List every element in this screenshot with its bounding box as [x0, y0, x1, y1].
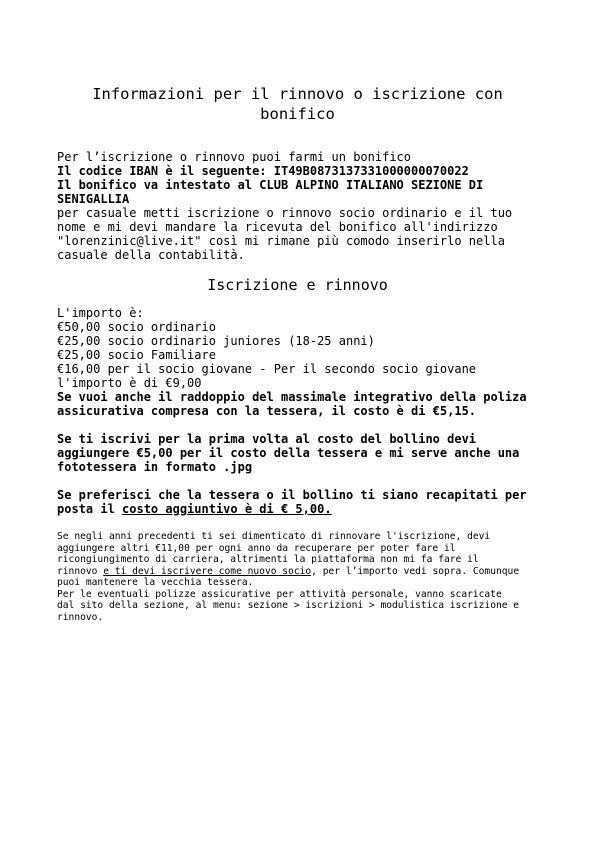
fees-line: €16,00 per il socio giovane - Per il secondo socio giovane: [57, 362, 477, 376]
insurance-line: Se vuoi anche il raddoppio del massimale integrativo della poliza: [57, 390, 527, 404]
recipient-line: SENIGALLIA: [57, 192, 130, 206]
delivery-text: posta il: [57, 502, 123, 516]
intro-line: "lorenzinic@live.it" così mi rimane più comodo inserirlo nella: [57, 234, 505, 248]
notes-line: dal sito della sezione, al menu: sezione > iscrizioni > modulistica iscrizione e: [57, 600, 520, 611]
notes-line: rinnovo.: [57, 611, 104, 623]
fees-line: €25,00 socio ordinario juniores (18-25 anni): [57, 334, 375, 348]
section-title: Iscrizione e rinnovo: [207, 276, 388, 294]
delivery-line: Se preferisci che la tessera o il bollino ti siano recapitati per: [57, 488, 527, 502]
fees-line: €50,00 socio ordinario: [57, 320, 216, 334]
first-time-line: fototessera in formato .jpg: [57, 460, 253, 474]
notes-paragraph: [57, 531, 547, 623]
intro-line: nome e mi devi mandare la ricevuta del bonifico all'indirizzo: [57, 220, 498, 234]
notes-line: Per le eventuali polizze assicurative per attività personale, vanno scaricate: [57, 588, 502, 600]
notes-line: aggiungere altri €11,00 per ogni anno da recuperare per poter fare il: [57, 542, 456, 554]
first-time-line: aggiungere €5,00 per il costo della tessera e mi serve anche una: [57, 446, 520, 460]
notes-text: , per l’importo vedi sopra. Comunque: [311, 565, 520, 577]
iban-line: Il codice IBAN è il seguente: IT49B0873137331000000070022: [57, 164, 469, 178]
intro-line: per casuale metti iscrizione o rinnovo socio ordinario e il tuo: [57, 206, 513, 220]
intro-line: Per l’iscrizione o rinnovo puoi farmi un bonifico: [57, 150, 412, 164]
delivery-line: [57, 502, 547, 516]
notes-text: rinnovo: [57, 565, 104, 577]
delivery-cost-text: costo aggiuntivo è di € 5,00.: [122, 502, 332, 516]
page-title: [70, 84, 525, 124]
notes-line: Se negli anni precedenti ti sei dimenticato di rinnovare l'iscrizione, devi: [57, 531, 491, 542]
fees-line: €25,00 socio Familiare: [57, 348, 216, 362]
first-time-paragraph: [57, 432, 547, 474]
intro-line: casuale della contabilità.: [57, 248, 245, 262]
recipient-line: Il bonifico va intestato al CLUB ALPINO ITALIANO SEZIONE DI: [57, 178, 484, 192]
new-member-text: e ti devi iscrivere come nuovo socio: [103, 565, 312, 577]
fees-line: L'importo è:: [57, 306, 144, 320]
insurance-line: assicurativa compresa con la tessera, il costo è di €5,15.: [57, 404, 477, 418]
fees-paragraph: [57, 306, 547, 418]
first-time-line: Se ti iscrivi per la prima volta al costo del bollino devi: [57, 432, 477, 446]
notes-line: [57, 566, 547, 578]
notes-line: puoi mantenere la vecchia tessera.: [57, 577, 254, 588]
notes-line: ricongiungimento di carriera, altrimenti la piattaforma non mi fa fare il: [57, 554, 479, 565]
fees-line: l'importo è di €9,00: [57, 376, 202, 390]
page-title-line-2: bonifico: [260, 105, 335, 123]
delivery-paragraph: [57, 488, 547, 516]
page-title-line-1: Informazioni per il rinnovo o iscrizione con: [92, 85, 503, 103]
intro-paragraph: [57, 150, 547, 262]
